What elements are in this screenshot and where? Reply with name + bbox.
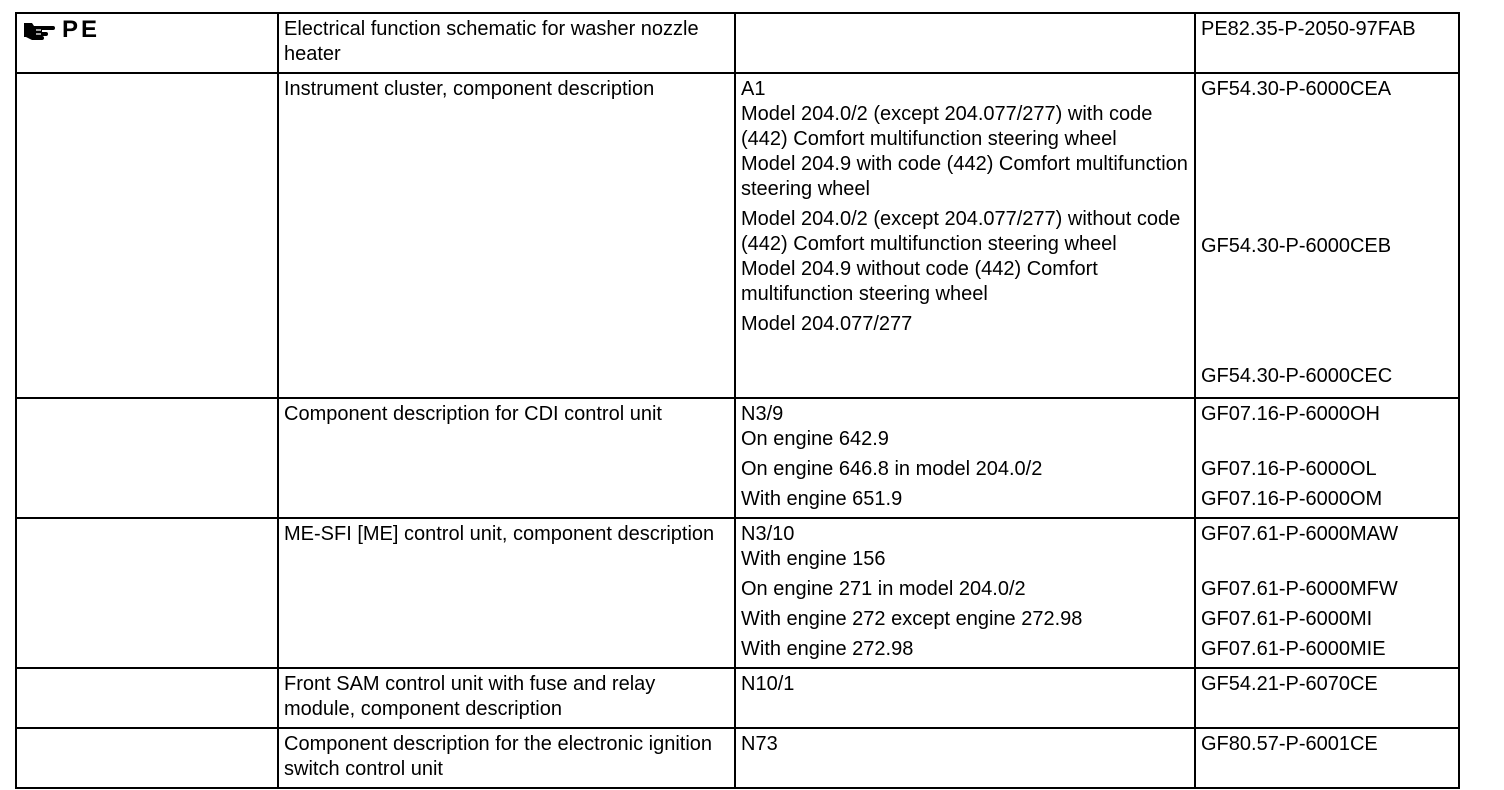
row-code: A1	[741, 78, 766, 100]
document-id: GF54.30-P-6000CEA	[1201, 78, 1392, 100]
designation-cell	[735, 398, 1195, 518]
condition-text: With engine 651.9	[741, 488, 903, 510]
marker-cell	[16, 668, 278, 728]
row-title: Electrical function schematic for washer nozzle heater	[284, 18, 699, 65]
row-title: ME-SFI [ME] control unit, component description	[284, 523, 715, 545]
document-id: GF54.30-P-6000CEB	[1201, 235, 1392, 257]
condition-text: On engine 646.8 in model 204.0/2	[741, 458, 1043, 480]
title-cell	[278, 398, 735, 518]
title-cell	[278, 728, 735, 788]
row-code: N3/10	[741, 523, 795, 545]
designation-cell	[735, 518, 1195, 668]
row-title: Front SAM control unit with fuse and relay module, component description	[284, 673, 656, 720]
document-id: GF54.21-P-6070CE	[1201, 673, 1378, 695]
document-id-cell	[1195, 73, 1459, 398]
title-cell	[278, 518, 735, 668]
row-title: Instrument cluster, component description	[284, 78, 655, 100]
document-id-cell	[1195, 668, 1459, 728]
document-id-cell	[1195, 13, 1459, 73]
pointing-hand-icon	[22, 19, 56, 41]
condition-text: With engine 272 except engine 272.98	[741, 608, 1083, 630]
condition-text: On engine 271 in model 204.0/2	[741, 578, 1026, 600]
document-id: GF07.61-P-6000MFW	[1201, 578, 1398, 600]
document-id: GF07.16-P-6000OL	[1201, 458, 1377, 480]
document-id-cell	[1195, 518, 1459, 668]
table-row	[16, 668, 1459, 728]
condition-text: On engine 642.9	[741, 428, 889, 450]
row-title: Component description for the electronic ignition switch control unit	[284, 733, 713, 780]
document-id: GF07.61-P-6000MI	[1201, 608, 1373, 630]
table-row	[16, 728, 1459, 788]
marker-cell	[16, 518, 278, 668]
condition-text: Model 204.9 without code (442) Comfort multifunction steering wheel	[741, 258, 1098, 305]
document-id: GF07.16-P-6000OM	[1201, 488, 1383, 510]
table-row	[16, 398, 1459, 518]
document-id-cell	[1195, 728, 1459, 788]
condition-text: Model 204.0/2 (except 204.077/277) without code (442) Comfort multifunction steering wheel	[741, 208, 1181, 255]
marker-cell	[16, 398, 278, 518]
document-id: PE82.35-P-2050-97FAB	[1201, 18, 1416, 40]
marker-cell	[16, 13, 278, 73]
title-cell	[278, 13, 735, 73]
condition-text: With engine 272.98	[741, 638, 914, 660]
table-row	[16, 518, 1459, 668]
marker-cell	[16, 728, 278, 788]
condition-text: Model 204.9 with code (442) Comfort multifunction steering wheel	[741, 153, 1188, 200]
document-id: GF07.16-P-6000OH	[1201, 403, 1380, 425]
designation-cell	[735, 13, 1195, 73]
designation-cell	[735, 728, 1195, 788]
table-row-header	[16, 13, 1459, 73]
row-code: N10/1	[741, 673, 795, 695]
document-id: GF54.30-P-6000CEC	[1201, 365, 1393, 387]
marker-cell	[16, 73, 278, 398]
condition-text: With engine 156	[741, 548, 886, 570]
condition-text: Model 204.0/2 (except 204.077/277) with code (442) Comfort multifunction steering wheel	[741, 103, 1153, 150]
row-code: N3/9	[741, 403, 784, 425]
title-cell	[278, 668, 735, 728]
document-id-cell	[1195, 398, 1459, 518]
designation-cell	[735, 73, 1195, 398]
reference-table	[15, 12, 1460, 789]
row-title: Component description for CDI control unit	[284, 403, 662, 425]
designation-cell	[735, 668, 1195, 728]
marker-label: PE	[62, 16, 101, 43]
condition-text: Model 204.077/277	[741, 313, 913, 335]
row-code: N73	[741, 733, 778, 755]
document-id: GF80.57-P-6001CE	[1201, 733, 1378, 755]
document-id: GF07.61-P-6000MIE	[1201, 638, 1386, 660]
document-id: GF07.61-P-6000MAW	[1201, 523, 1399, 545]
title-cell	[278, 73, 735, 398]
pe-marker	[22, 17, 100, 42]
table-row	[16, 73, 1459, 398]
